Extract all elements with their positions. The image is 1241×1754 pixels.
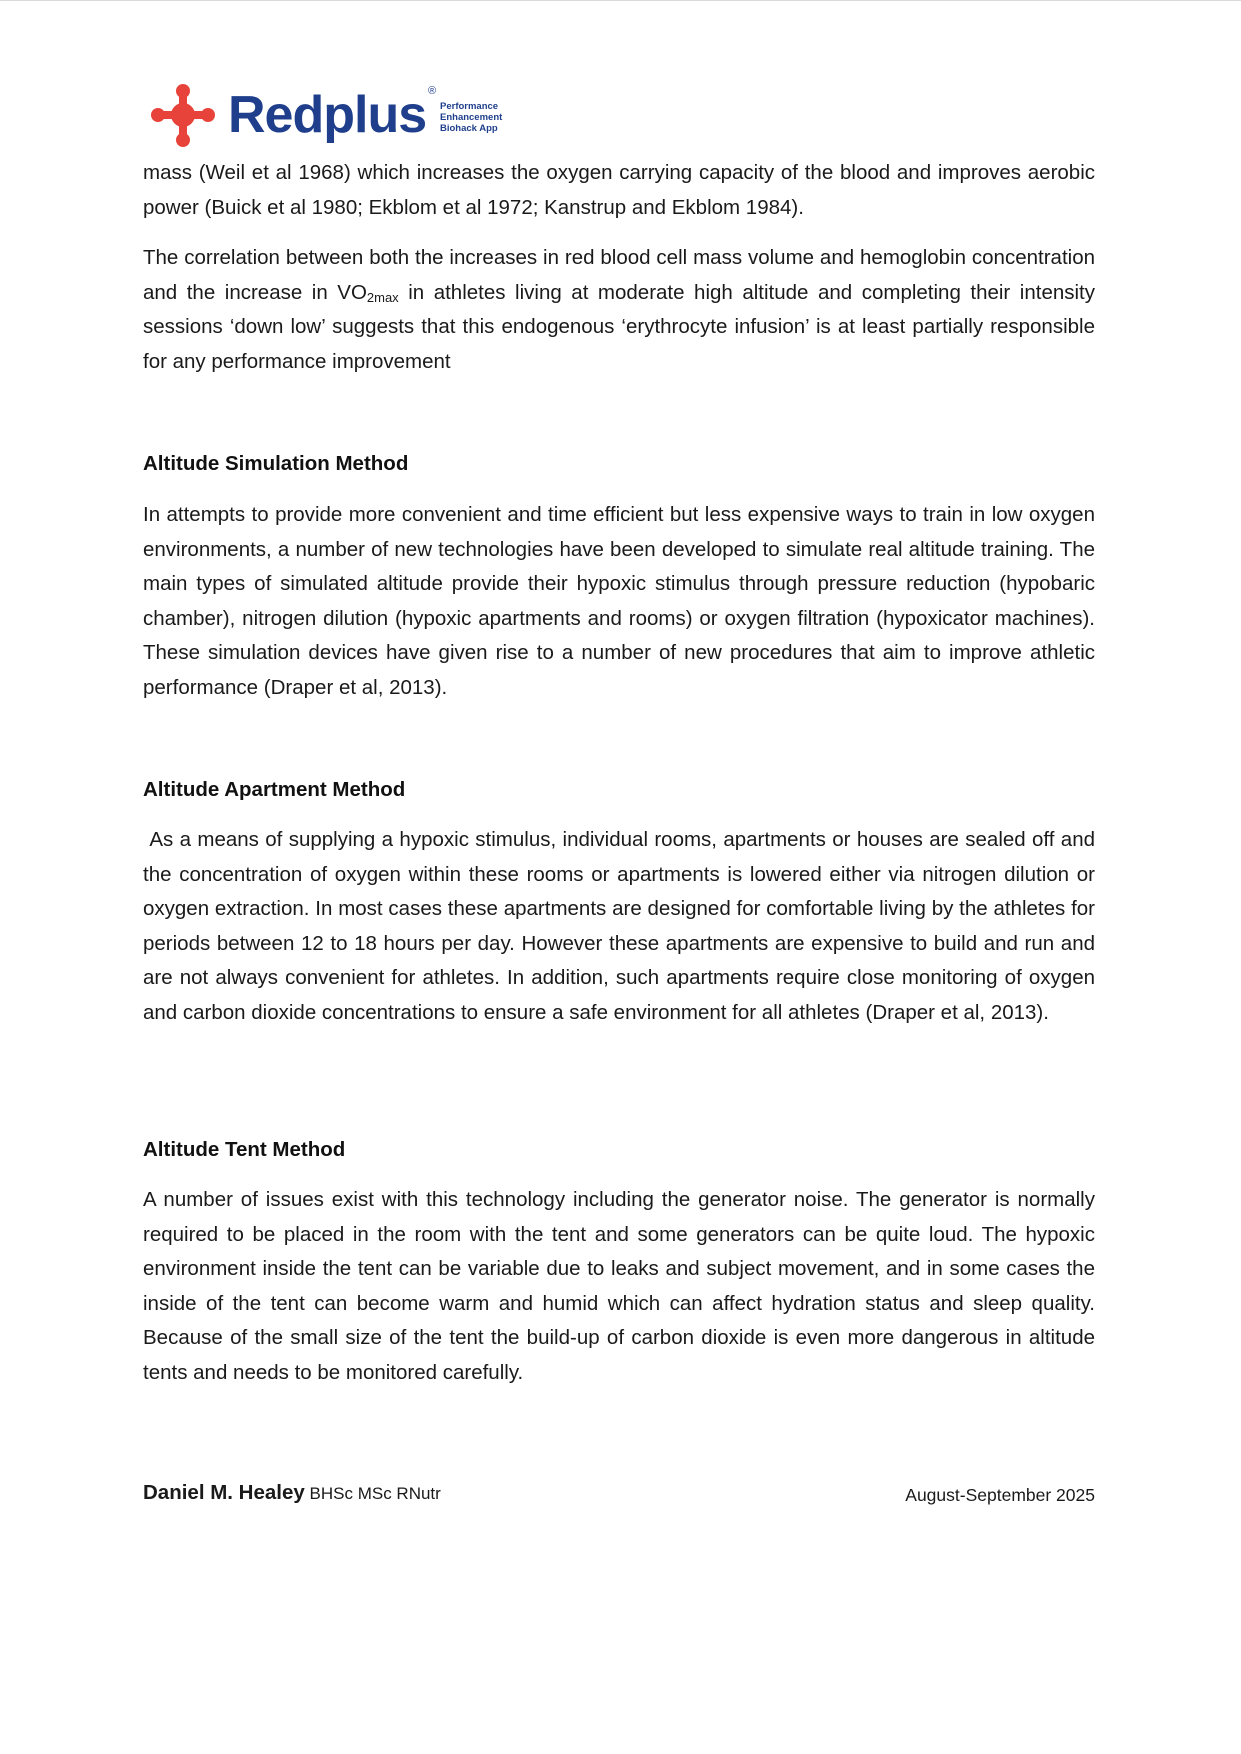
footer-date: August-September 2025	[905, 1485, 1095, 1505]
paragraph-text-segment: The correlation between both the increases in red blood cell mass volume and hemoglobin concentration and the increase in VO	[143, 246, 1095, 304]
intro-paragraph-2	[143, 241, 1095, 379]
footer-author	[143, 1479, 441, 1508]
vo2max-subscript: 2max	[366, 289, 399, 305]
brand-tagline-line: Enhancement	[440, 112, 503, 123]
brand-tagline-line: Biohack App	[440, 123, 498, 134]
brand-logo	[150, 83, 510, 147]
section-heading-tent: Altitude Tent Method	[143, 1138, 346, 1161]
section-body-tent	[143, 1183, 1095, 1390]
brand-wordmark: Redplus	[228, 86, 427, 144]
intro-paragraph-1	[143, 156, 1095, 225]
paragraph-text: mass (Weil et al 1968) which increases the oxygen carrying capacity of the blood and improves aerobic power (Buick et al 1980; Ekblom et al 1972; Kanstrup and Ekblom 1984).	[143, 161, 1095, 219]
paragraph-text: In attempts to provide more convenient and time efficient but less expensive ways to train in low oxygen environments, a number of new technologies have been developed to simulate real altitude training. The main types of simulated altitude provide their hypoxic stimulus through pressure reduction (hypobaric chamber), nitrogen dilution (hypoxic apartments and rooms) or oxygen filtration (hypoxicator machines). These simulation devices have given rise to a number of new procedures that aim to improve athletic performance (Draper et al, 2013).	[143, 503, 1095, 699]
paragraph-text-segment: in athletes living at moderate high altitude and completing their intensity sessions ‘down low’ suggests that this endogenous ‘erythrocyte infusion’ is at least partially responsible for any performance improvement	[143, 280, 1095, 373]
section-heading-apartment: Altitude Apartment Method	[143, 778, 406, 801]
section-heading-simulation: Altitude Simulation Method	[143, 452, 409, 475]
section-body-simulation	[143, 498, 1095, 705]
author-credentials: BHSc MSc RNutr	[304, 1484, 441, 1503]
redplus-cross-icon	[150, 83, 216, 147]
author-name: Daniel M. Healey	[143, 1481, 305, 1504]
paragraph-text: As a means of supplying a hypoxic stimulus, individual rooms, apartments or houses are sealed off and the concentration of oxygen within these rooms or apartments is lowered either via nitrogen dilution or oxygen extraction. In most cases these apartments are designed for comfortable living by the athletes for periods between 12 to 18 hours per day. However these apartments are expensive to build and run and are not always convenient for athletes. In addition, such apartments require close monitoring of oxygen and carbon dioxide concentrations to ensure a safe environment for all athletes (Draper et al, 2013).	[143, 828, 1101, 1024]
brand-tagline-line: Performance	[440, 101, 499, 112]
registered-mark: ®	[428, 85, 437, 97]
paragraph-text	[143, 241, 1095, 379]
brand-tagline	[440, 101, 502, 134]
section-body-apartment	[143, 823, 1101, 1030]
paragraph-text: A number of issues exist with this technology including the generator noise. The generator is normally required to be placed in the room with the tent and some generators can be quite loud. The hypoxic environment inside the tent can be variable due to leaks and subject movement, and in some cases the inside of the tent can become warm and humid which can affect hydration status and sleep quality. Because of the small size of the tent the build-up of carbon dioxide is even more dangerous in altitude tents and needs to be monitored carefully.	[143, 1188, 1095, 1384]
